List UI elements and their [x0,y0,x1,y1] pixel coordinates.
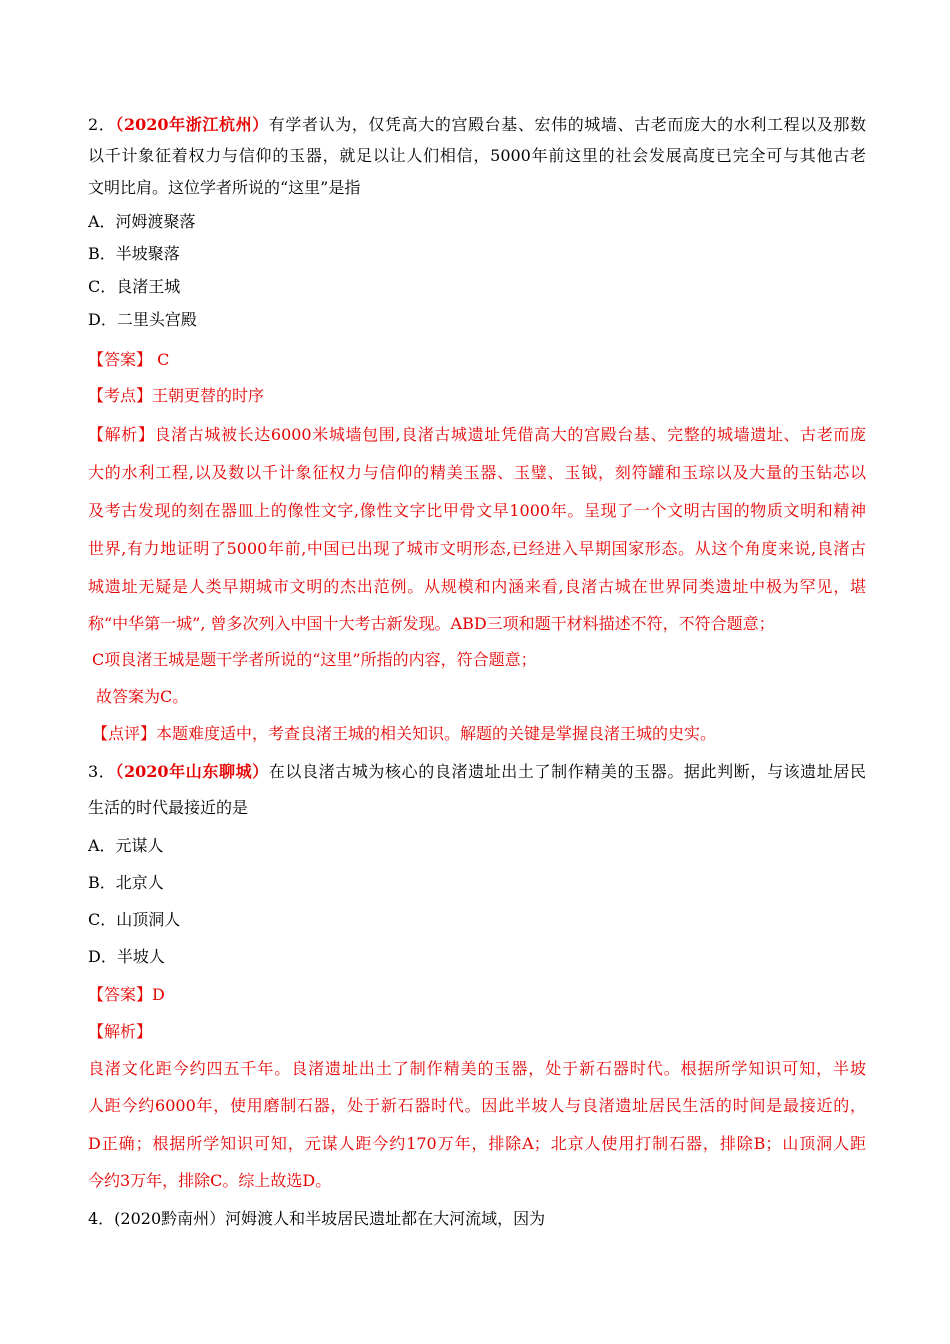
q2-source: （2020年浙江杭州） [115,115,269,134]
q3-analysis-line-1: 良渚文化距今约四五千年。良渚遗址出土了制作精美的玉器，处于新石器时代。根据所学知识可知，半坡 [88,1059,866,1078]
q2-stem-line-1 [88,115,866,135]
q3-source: （2020年山东聊城） [115,762,269,781]
q3-answer-value: D [152,985,165,1004]
q3-answer [88,985,165,1005]
q2-analysis-line-7: C项良渚王城是题干学者所说的“这里”所指的内容，符合题意； [92,650,537,669]
q3-stem-text-1: 在以良渚古城为核心的良渚遗址出土了制作精美的玉器。据此判断，与该遗址居民 [268,762,866,781]
q2-kaodian-label: 【考点】 [88,386,153,405]
q2-stem-text-1: 有学者认为，仅凭高大的宫殿台基、宏伟的城墙、古老而庞大的水利工程以及那数 [268,115,866,134]
q2-option-c: C．良渚王城 [88,277,181,296]
q2-analysis-line-3: 及考古发现的刻在器皿上的像性文字,像性文字比甲骨文早1000年。呈现了一个文明古国的物质文明和精神 [88,501,866,520]
q2-kaodian-text: 王朝更替的时序 [152,386,265,405]
q3-option-b: B．北京人 [88,873,164,892]
q3-option-a: A．元谋人 [88,836,164,855]
q2-comment-label: 【点评】 [92,724,157,743]
q2-analysis-line-2: 大的水利工程,以及数以千计象征权力与信仰的精美玉器、玉璧、玉钺，刻符罐和玉琮以及大量的玉钻芯以 [88,463,866,482]
q3-answer-label: 【答案】 [88,985,153,1004]
q2-option-b: B．半坡聚落 [88,244,180,263]
q3-analysis-line-2: 人距今约6000年，使用磨制石器，处于新石器时代。因此半坡人与良渚遗址居民生活的时间是最接近的， [88,1096,866,1115]
q2-option-d: D．二里头宫殿 [88,310,197,329]
q2-analysis-line-4: 世界,有力地证明了5000年前,中国已出现了城市文明形态,已经进入早期国家形态。从这个角度来说,良渚古 [88,539,866,558]
q3-option-d: D．半坡人 [88,947,165,966]
q2-option-a: A．河姆渡聚落 [88,212,196,231]
q3-stem-line-1 [88,762,866,782]
q2-stem-line-2: 以千计象征着权力与信仰的玉器，就足以让人们相信，5000年前这里的社会发展高度已完全可与其他古老 [88,146,866,165]
q3-analysis-label: 【解析】 [88,1022,153,1041]
q3-stem-line-2: 生活的时代最接近的是 [88,798,249,817]
q2-comment [92,724,716,744]
q3-option-c: C．山顶洞人 [88,910,181,929]
q2-analysis-line-8: 故答案为C。 [96,687,189,706]
q2-answer [88,350,169,370]
q4-stem-line-1: 4．(2020黔南州）河姆渡人和半坡居民遗址都在大河流域，因为 [88,1209,546,1228]
q2-analysis-line-5: 城遗址无疑是人类早期城市文明的杰出范例。从规模和内涵来看,良渚古城在世界同类遗址中极为罕见，堪 [88,577,866,596]
q3-analysis-line-4: 今约3万年，排除C。综上故选D。 [88,1171,332,1190]
q3-number: 3． [88,762,116,781]
q2-answer-value: C [152,350,170,369]
q2-analysis-label: 【解析】 [88,425,155,444]
q2-stem-line-3: 文明比肩。这位学者所说的“这里”是指 [88,178,361,197]
q3-analysis-line-3: D正确；根据所学知识可知，元谋人距今约170万年，排除A；北京人使用打制石器，排除B；山顶洞人距 [88,1134,866,1153]
q2-answer-label: 【答案】 [88,350,153,369]
q2-comment-text: 本题难度适中，考查良渚王城的相关知识。解题的关键是掌握良渚王城的史实。 [156,724,717,743]
q2-kaodian [88,386,264,406]
q2-number: 2． [88,115,116,134]
q2-analysis-line-6: 称“中华第一城”, 曾多次列入中国十大考古新发现。ABD三项和题干材料描述不符，不符合题意； [88,614,775,633]
q2-analysis-line-1 [88,425,866,445]
q2-analysis-text-1: 良渚古城被长达6000米城墙包围,良渚古城遗址凭借高大的宫殿台基、完整的城墙遗址、古老而庞 [154,425,866,444]
